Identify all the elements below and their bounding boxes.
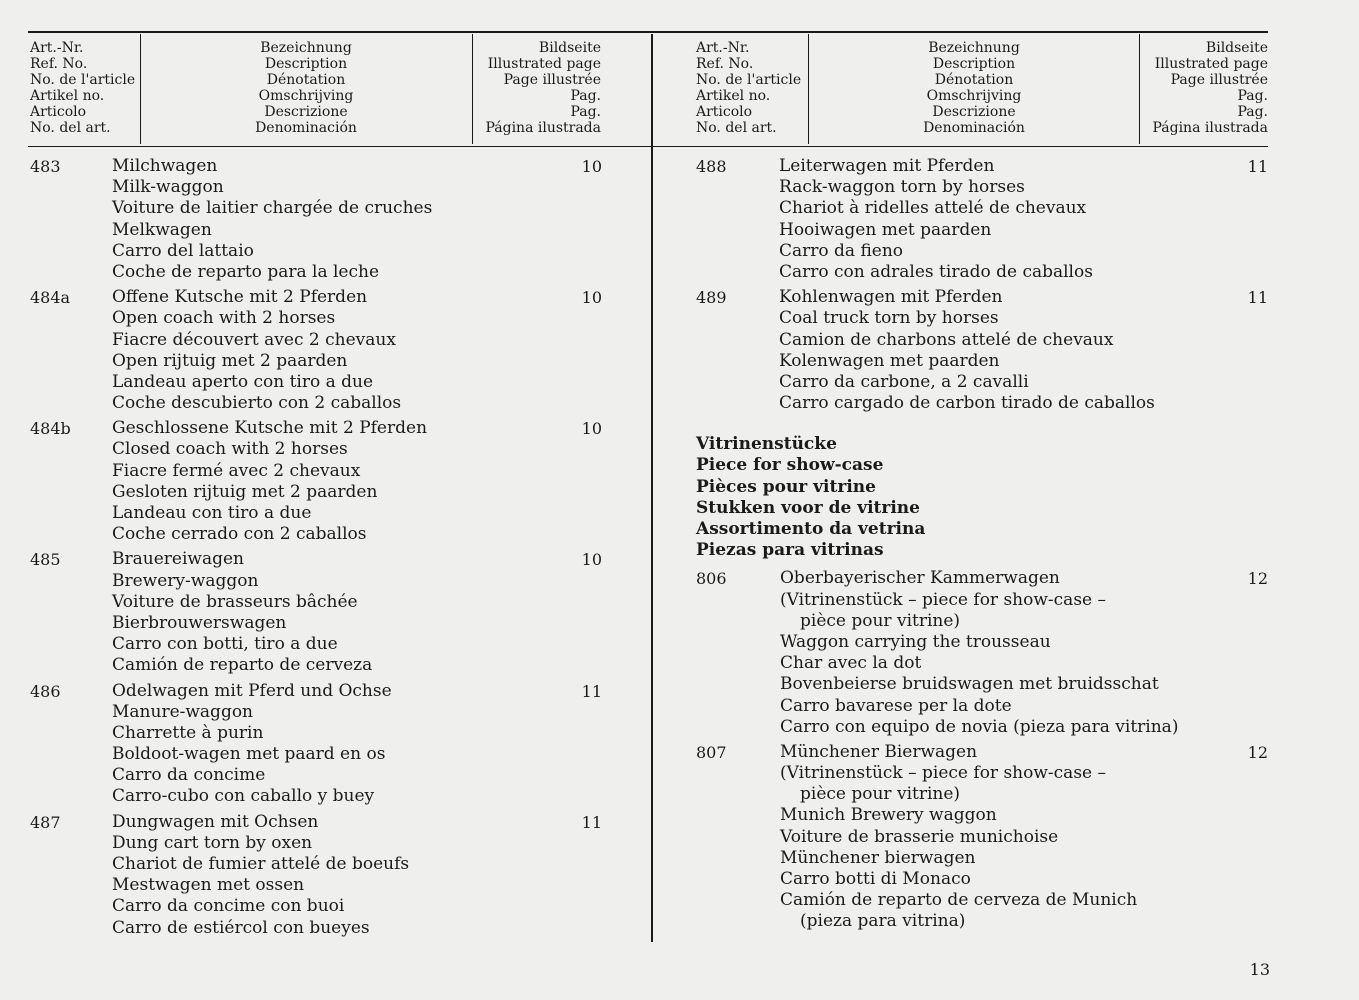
- catalog-entry: [696, 156, 1268, 283]
- description-line: Leiterwagen mit Pferden: [779, 156, 995, 176]
- description-line: Voiture de laitier chargée de cruches: [112, 198, 433, 219]
- description-line: Hooiwagen met paarden: [779, 219, 992, 240]
- description-line: Char avec la dot: [780, 653, 922, 674]
- illustrated-page-number: 10: [581, 288, 602, 308]
- article-number: 485: [30, 550, 61, 570]
- header-divider: [140, 34, 141, 144]
- section-title: [696, 434, 1268, 561]
- illustrated-page-number: 12: [1247, 742, 1268, 762]
- catalog-entry: [30, 812, 602, 939]
- header-line: Denominación: [923, 120, 1025, 136]
- illustrated-page-number: 10: [581, 550, 602, 570]
- header-line: Denominación: [255, 120, 357, 136]
- article-number: 807: [696, 742, 727, 762]
- header-line: Ref. No.: [30, 56, 88, 72]
- header-line: Pag.: [1237, 88, 1268, 104]
- header-line: Illustrated page: [487, 56, 601, 72]
- description-line: Fiacre fermé avec 2 chevaux: [112, 460, 361, 481]
- description-line: Carro cargado de carbon tirado de caballos: [779, 393, 1155, 414]
- header-line: Pag.: [1237, 104, 1268, 120]
- left-entries: [30, 156, 602, 943]
- description-line: Melkwagen: [112, 219, 212, 240]
- header-line: Omschrijving: [926, 88, 1022, 104]
- description-line: Waggon carrying the trousseau: [780, 631, 1051, 652]
- description-line: Voiture de brasserie munichoise: [780, 826, 1059, 847]
- description-line: Mestwagen met ossen: [112, 875, 305, 896]
- header-line: Pag.: [570, 104, 601, 120]
- illustrated-page-number: 11: [1247, 157, 1268, 176]
- description-line: (pieza para vitrina): [800, 911, 966, 932]
- description-line: (Vitrinenstück – piece for show-case –: [780, 589, 1107, 610]
- header-line: Ref. No.: [696, 56, 754, 72]
- right-entries: [696, 156, 1268, 937]
- article-number: 483: [30, 157, 61, 176]
- description-line: Coche cerrado con 2 caballos: [112, 524, 367, 545]
- description-line: Brauereiwagen: [112, 549, 244, 570]
- illustrated-page-number: 10: [581, 419, 602, 439]
- description-line: Carro da concime: [112, 765, 266, 786]
- description-line: Kohlenwagen mit Pferden: [779, 287, 1003, 308]
- description-line: Milchwagen: [112, 156, 218, 176]
- section-title-line: Piezas para vitrinas: [696, 540, 884, 561]
- description-line: Boldoot-wagen met paard en os: [112, 744, 386, 765]
- header-line: Artikel no.: [696, 88, 771, 104]
- description-line: Camión de reparto de cerveza de Munich: [780, 890, 1138, 911]
- description-line: Carro da concime con buoi: [112, 896, 345, 917]
- description-line: pièce pour vitrine): [800, 610, 961, 631]
- header-line: No. del art.: [696, 120, 777, 136]
- description-line: Chariot à ridelles attelé de chevaux: [779, 198, 1087, 219]
- header-line: Page illustrée: [1170, 72, 1268, 88]
- header-line: Página ilustrada: [1152, 120, 1268, 136]
- header-line: No. de l'article: [696, 72, 802, 88]
- description-line: Open coach with 2 horses: [112, 308, 336, 329]
- description-line: Münchener bierwagen: [780, 847, 976, 868]
- catalog-entry: [696, 742, 1268, 933]
- header-bezeichnung-right: [854, 40, 1094, 136]
- description-line: Oberbayerischer Kammerwagen: [780, 568, 1060, 589]
- description-line: Camion de charbons attelé de chevaux: [779, 329, 1114, 350]
- article-number: 484b: [30, 419, 71, 439]
- header-line: Articolo: [696, 104, 753, 120]
- description-line: Odelwagen mit Pferd und Ochse: [112, 680, 392, 701]
- description-line: Manure-waggon: [112, 701, 254, 722]
- description-line: Carro de estiércol con bueyes: [112, 917, 370, 938]
- illustrated-page-number: 11: [1247, 288, 1268, 308]
- description-line: Dung cart torn by oxen: [112, 832, 313, 853]
- header-line: Artikel no.: [30, 88, 105, 104]
- catalog-entry: [30, 287, 602, 414]
- description-line: Bierbrouwerswagen: [112, 612, 287, 633]
- header-line: Art.-Nr.: [696, 40, 750, 56]
- description-line: Closed coach with 2 horses: [112, 439, 348, 460]
- description-line: Milk-waggon: [112, 177, 224, 198]
- header-line: Dénotation: [934, 72, 1014, 88]
- description-line: Bovenbeierse bruidswagen met bruidsschat: [780, 674, 1159, 695]
- header-line: Descrizione: [932, 104, 1016, 120]
- description-line: Kolenwagen met paarden: [779, 350, 1000, 371]
- catalog-entry: [30, 549, 602, 676]
- header-divider: [808, 34, 809, 144]
- header-line: Bezeichnung: [260, 40, 352, 56]
- article-number: 806: [696, 569, 727, 589]
- article-number: 488: [696, 157, 727, 176]
- header-line: Descrizione: [264, 104, 348, 120]
- header-line: Pag.: [570, 88, 601, 104]
- description-line: Carro-cubo con caballo y buey: [112, 786, 375, 807]
- article-number: 487: [30, 812, 61, 832]
- description-line: Carro con equipo de novia (pieza para vitrina): [780, 716, 1179, 737]
- illustrated-page-number: 11: [581, 681, 602, 701]
- description-line: Charrette à purin: [112, 722, 264, 743]
- header-line: Bezeichnung: [928, 40, 1020, 56]
- description-line: Coche de reparto para la leche: [112, 261, 380, 282]
- section-title-line: Vitrinenstücke: [696, 434, 837, 455]
- description-line: (Vitrinenstück – piece for show-case –: [780, 763, 1107, 784]
- header-line: Description: [264, 56, 348, 72]
- article-number: 489: [696, 288, 727, 308]
- illustrated-page-number: 12: [1247, 569, 1268, 589]
- center-divider: [651, 34, 653, 942]
- catalog-entry: [30, 156, 602, 283]
- header-line: No. de l'article: [30, 72, 136, 88]
- section-title-line: Pièces pour vitrine: [696, 476, 876, 497]
- description-line: Brewery-waggon: [112, 570, 259, 591]
- description-line: Rack-waggon torn by horses: [779, 177, 1025, 198]
- header-line: Illustrated page: [1154, 56, 1268, 72]
- top-rule: [28, 31, 1268, 33]
- header-line: Omschrijving: [258, 88, 354, 104]
- description-line: Carro da fieno: [779, 240, 904, 261]
- description-line: Coal truck torn by horses: [779, 308, 999, 329]
- header-line: Page illustrée: [503, 72, 601, 88]
- header-line: Dénotation: [266, 72, 346, 88]
- header-line: Articolo: [30, 104, 87, 120]
- description-line: Coche descubierto con 2 caballos: [112, 393, 402, 414]
- description-line: Münchener Bierwagen: [780, 741, 978, 762]
- description-line: Dungwagen mit Ochsen: [112, 811, 319, 832]
- description-line: Fiacre découvert avec 2 chevaux: [112, 329, 396, 350]
- header-rule: [28, 146, 1268, 147]
- header-bezeichnung-left: [186, 40, 426, 136]
- header-line: Art.-Nr.: [30, 40, 84, 56]
- header-line: Bildseite: [1205, 40, 1268, 56]
- catalog-entry: [30, 418, 602, 545]
- description-line: Carro da carbone, a 2 cavalli: [779, 371, 1029, 392]
- page-number: 13: [1249, 960, 1270, 979]
- section-title-line: Assortimento da vetrina: [696, 519, 926, 539]
- description-line: Carro botti di Monaco: [780, 869, 971, 889]
- description-line: Carro del lattaio: [112, 240, 254, 261]
- description-line: Offene Kutsche mit 2 Pferden: [112, 287, 368, 308]
- description-line: Landeau aperto con tiro a due: [112, 371, 374, 392]
- header-bildseite-right: [1137, 40, 1268, 136]
- header-line: Description: [932, 56, 1016, 72]
- description-line: pièce pour vitrine): [800, 784, 961, 805]
- section-title-line: Piece for show-case: [696, 455, 884, 476]
- description-line: Geschlossene Kutsche mit 2 Pferden: [112, 418, 428, 439]
- description-line: Carro bavarese per la dote: [780, 695, 1012, 716]
- article-number: 484a: [30, 288, 71, 308]
- section-title-line: Stukken voor de vitrine: [696, 497, 920, 518]
- description-line: Voiture de brasseurs bâchée: [112, 591, 358, 612]
- catalog-entry: [696, 568, 1268, 738]
- header-artnr-right: [696, 40, 801, 136]
- header-line: No. del art.: [30, 120, 111, 136]
- illustrated-page-number: 11: [581, 812, 602, 832]
- description-line: Landeau con tiro a due: [112, 503, 312, 523]
- description-line: Carro con adrales tirado de caballos: [779, 261, 1093, 282]
- description-line: Gesloten rijtuig met 2 paarden: [112, 481, 378, 502]
- catalog-entry: [696, 287, 1268, 414]
- article-number: 486: [30, 681, 61, 701]
- catalog-entry: [30, 681, 602, 808]
- header-line: Página ilustrada: [485, 120, 601, 136]
- header-artnr-left: [30, 40, 135, 136]
- description-line: Camión de reparto de cerveza: [112, 655, 373, 676]
- description-line: Chariot de fumier attelé de boeufs: [112, 854, 410, 874]
- illustrated-page-number: 10: [581, 157, 602, 176]
- description-line: Carro con botti, tiro a due: [112, 634, 338, 655]
- description-line: Munich Brewery waggon: [780, 805, 997, 826]
- header-bildseite-left: [470, 40, 601, 136]
- description-line: Open rijtuig met 2 paarden: [112, 350, 348, 371]
- header-line: Bildseite: [538, 40, 601, 56]
